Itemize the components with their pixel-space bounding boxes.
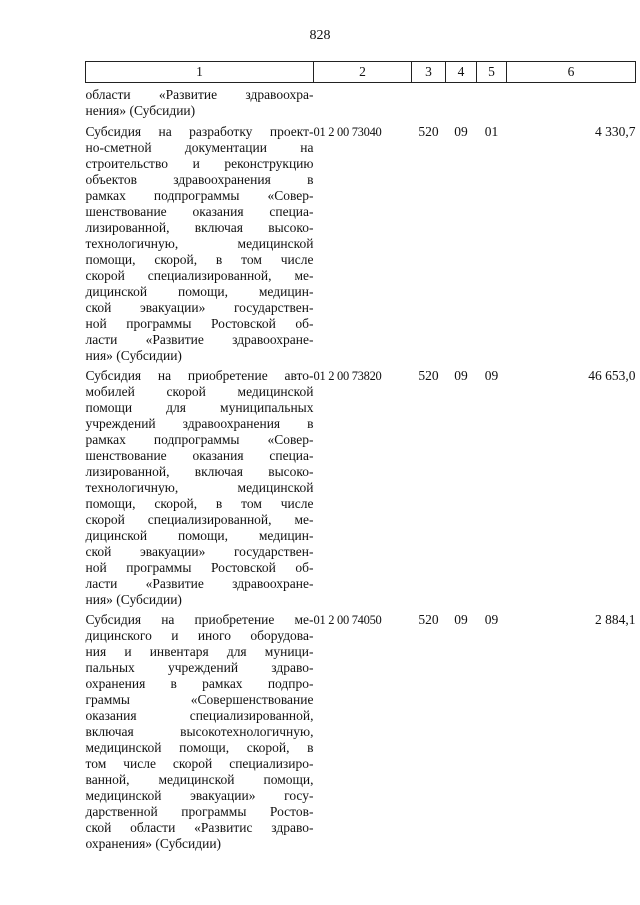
- desc-line: технологичную, медицинской: [85, 480, 314, 495]
- desc-line: но-сметной документации на: [85, 140, 314, 155]
- target-article-code: 01 2 00 74050: [313, 613, 382, 627]
- budget-table: [85, 61, 636, 852]
- section-code: 09: [454, 612, 468, 627]
- desc-line: лизированной, включая высоко-: [85, 464, 314, 479]
- desc-line: ния» (Субсидии): [85, 348, 182, 363]
- desc-line: Субсидия на разработку проект-: [85, 124, 314, 139]
- desc-line: ния и инвентаря для муници-: [85, 644, 314, 659]
- amount-value: 2 884,1: [595, 612, 636, 627]
- desc-line: ской области «Развитис здраво-: [85, 820, 314, 835]
- table-row: [86, 364, 636, 608]
- row-description: [86, 364, 314, 608]
- desc-line: граммы «Совершенствование: [85, 692, 314, 707]
- amount-value: 4 330,7: [595, 124, 636, 139]
- desc-line: мобилей скорой медицинской: [85, 384, 314, 399]
- desc-line: ской эвакуации» государствен-: [85, 544, 314, 559]
- desc-line: помощи, скорой, в том числе: [85, 496, 314, 511]
- desc-line: шенствование оказания специа-: [85, 204, 314, 219]
- desc-line: рамках подпрограммы «Совер-: [85, 432, 314, 447]
- desc-line: ласти «Развитие здравоохране-: [85, 332, 314, 347]
- expense-type-code: 520: [418, 124, 439, 139]
- desc-line: строительство и реконструкцию: [85, 156, 314, 171]
- section-code: 09: [454, 368, 468, 383]
- expense-type-code: 520: [418, 368, 439, 383]
- table-row: [86, 608, 636, 852]
- desc-line: ной программы Ростовской об-: [85, 316, 314, 331]
- target-article-code: 01 2 00 73820: [313, 369, 382, 383]
- amount-value: 46 653,0: [588, 368, 636, 383]
- desc-line: дарственной программы Ростов-: [85, 804, 314, 819]
- desc-line: медицинской эвакуации» госу-: [85, 788, 314, 803]
- continuation-row: [86, 83, 636, 120]
- desc-line: охранения» (Субсидии): [85, 836, 222, 851]
- section-code: 09: [454, 124, 468, 139]
- desc-line: шенствование оказания специа-: [85, 448, 314, 463]
- page-number: 828: [309, 28, 331, 43]
- desc-line: помощи, скорой, в том числе: [85, 252, 314, 267]
- row-description: [86, 119, 314, 364]
- expense-type-code: 520: [418, 612, 439, 627]
- continuation-description: [86, 83, 314, 120]
- desc-line: рамках подпрограммы «Совер-: [85, 188, 314, 203]
- table-row: [86, 119, 636, 364]
- column-header-3: 3: [412, 62, 446, 83]
- desc-line: дицинской помощи, медицин-: [85, 528, 314, 543]
- desc-line: Субсидия на приобретение ме-: [85, 612, 314, 627]
- desc-line: помощи для муниципальных: [85, 400, 314, 415]
- desc-line: ванной, медицинской помощи,: [85, 772, 314, 787]
- column-header-5: 5: [477, 62, 507, 83]
- column-header-2: 2: [314, 62, 412, 83]
- desc-line: ния» (Субсидии): [85, 592, 182, 607]
- desc-line: скорой специализированной, ме-: [85, 512, 314, 527]
- desc-line: ской эвакуации» государствен-: [85, 300, 314, 315]
- desc-line: ной программы Ростовской об-: [85, 560, 314, 575]
- subsection-code: 09: [484, 612, 499, 627]
- desc-line: медицинской помощи, скорой, в: [85, 740, 314, 755]
- column-number-row: [86, 62, 636, 83]
- desc-line: области «Развитие здравоохра-: [85, 87, 314, 102]
- desc-line: нения» (Субсидии): [85, 103, 196, 118]
- desc-line: включая высокотехнологичную,: [85, 724, 314, 739]
- desc-line: оказания специализированной,: [85, 708, 314, 723]
- desc-line: лизированной, включая высоко-: [85, 220, 314, 235]
- desc-line: дицинского и иного оборудова-: [85, 628, 314, 643]
- desc-line: скорой специализированной, ме-: [85, 268, 314, 283]
- desc-line: том числе скорой специализиро-: [85, 756, 314, 771]
- subsection-code: 01: [484, 124, 499, 139]
- subsection-code: 09: [484, 368, 499, 383]
- column-header-6: 6: [507, 62, 636, 83]
- desc-line: ласти «Развитие здравоохране-: [85, 576, 314, 591]
- row-description: [86, 608, 314, 852]
- desc-line: дицинской помощи, медицин-: [85, 284, 314, 299]
- desc-line: технологичную, медицинской: [85, 236, 314, 251]
- desc-line: учреждений здравоохранения в: [85, 416, 314, 431]
- column-header-1: 1: [86, 62, 314, 83]
- desc-line: объектов здравоохранения в: [85, 172, 314, 187]
- column-header-4: 4: [446, 62, 477, 83]
- desc-line: охранения в рамках подпро-: [85, 676, 314, 691]
- desc-line: Субсидия на приобретение авто-: [85, 368, 314, 383]
- target-article-code: 01 2 00 73040: [313, 125, 382, 139]
- desc-line: пальных учреждений здраво-: [85, 660, 314, 675]
